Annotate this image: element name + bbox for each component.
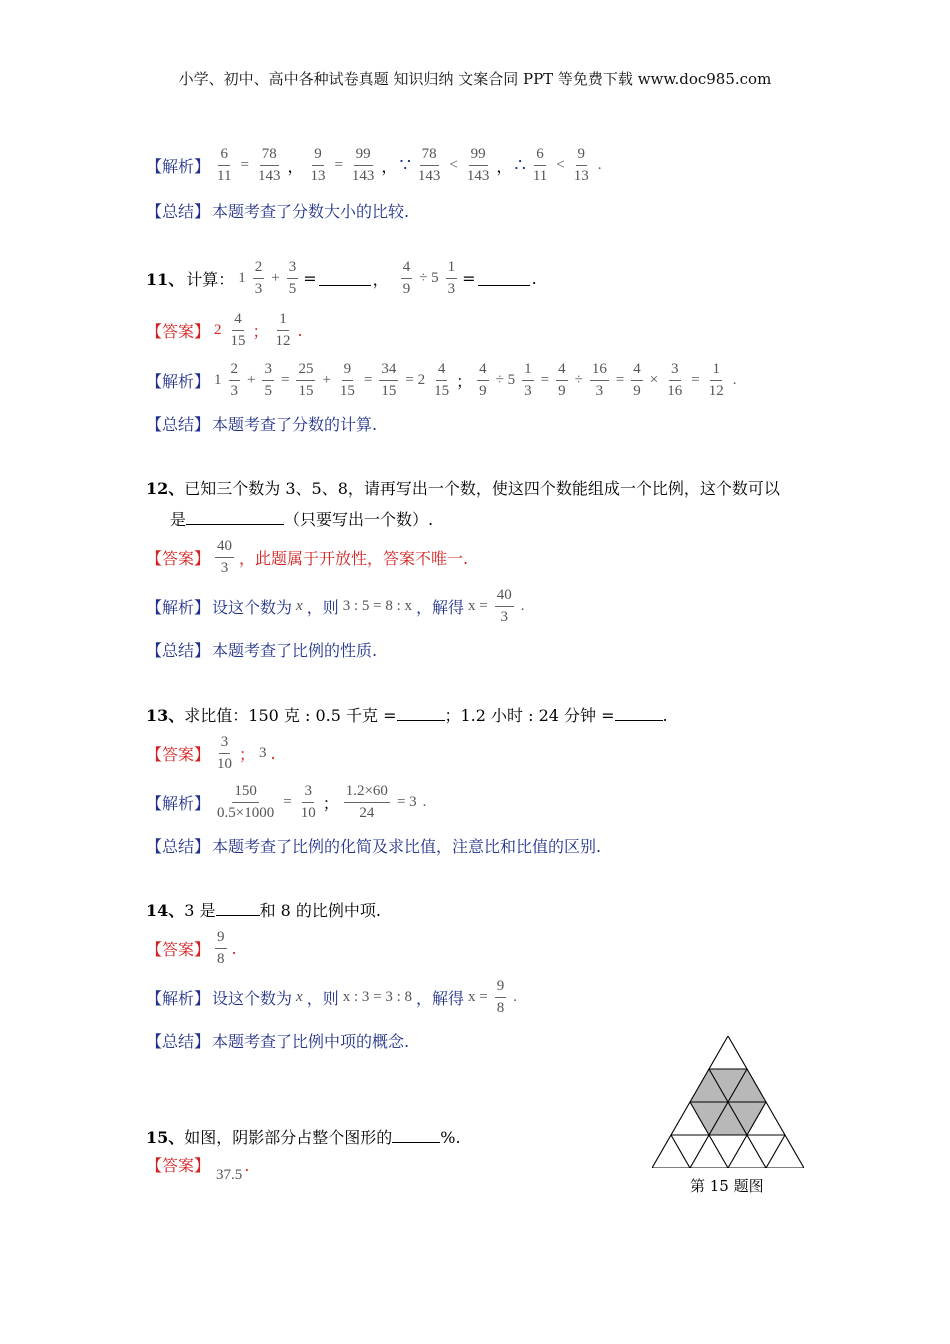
because-symbol: ∵ <box>399 154 411 176</box>
q14-analysis: 【解析】 设这个数为 x ，则 x : 3 = 3 : 8 ，解得 x = $\frac{9}{8}$ . <box>146 978 517 1016</box>
therefore-symbol: ∴ <box>514 154 526 176</box>
fraction: $\frac{78}{143}$ <box>417 146 441 184</box>
figure-caption: 第 15 题图 <box>690 1177 764 1195</box>
question-13: 13、求比值：150 克 : 0.5 千克 = ；1.2 小时 : 24 分钟 = . <box>146 706 668 725</box>
fraction: $\frac{99}{143}$ <box>466 146 490 184</box>
q14-answer: 【答案】 $\frac{9}{8}$ . <box>146 929 237 967</box>
question-12-line2: 是 （只要写出一个数）. <box>170 510 434 529</box>
answer-blank[interactable] <box>478 271 530 286</box>
q11-analysis: 【解析】 1 $\frac{2}{3}$ + $\frac{3}{5}$ = $\frac{25}{15}$ + $\frac{9}{15}$ = $\frac{34}{15}$ = 2 $\frac{4}{15}$ ； $\frac{4}{9}$ ÷ 5 $\frac{1}{3}$ = $\frac{4}{9}$ ÷ $\frac{16}{3}$ = $\frac{4}{9}$ × $\frac{3}{16}$ = $\frac{1}{12}$ . <box>146 361 737 399</box>
fraction: $\frac{9}{13}$ <box>310 146 326 184</box>
q13-summary: 【总结】 本题考查了比例的化简及求比值，注意比和比值的区别. <box>146 837 602 856</box>
q12-summary: 【总结】 本题考查了比例的性质. <box>146 641 378 660</box>
prev-summary-line: 【总结】 本题考查了分数大小的比较. <box>146 202 410 221</box>
page-header: 小学、初中、高中各种试卷真题 知识归纳 文案合同 PPT 等免费下载 www.doc985.com <box>178 70 772 88</box>
triangle-figure <box>652 1036 804 1168</box>
prev-analysis-line: 【解析】 $\frac{6}{11}$ = $\frac{78}{143}$ ， $\frac{9}{13}$ = $\frac{99}{143}$ ， ∵ $\frac{78}{143}$ < $\frac{99}{143}$ ， ∴ $\frac{6}{11}$ < $\frac{9}{13}$ . <box>146 146 602 184</box>
question-15: 15、如图，阴影部分占整个图形的 %. <box>146 1128 461 1147</box>
answer-blank[interactable] <box>397 706 445 721</box>
q15-answer: 【答案】 <box>146 1156 211 1175</box>
answer-blank[interactable] <box>216 901 260 916</box>
triangle-grid <box>652 1036 804 1168</box>
q12-analysis: 【解析】 设这个数为 x ，则 3 : 5 = 8 : x ，解得 x = $\frac{40}{3}$ . <box>146 587 525 625</box>
question-14: 14、3 是 和 8 的比例中项. <box>146 901 382 920</box>
fraction: $\frac{99}{143}$ <box>351 146 375 184</box>
q14-summary: 【总结】 本题考查了比例中项的概念. <box>146 1032 410 1051</box>
q15-answer-value: 37.5 . <box>216 1156 250 1183</box>
answer-blank[interactable] <box>392 1128 440 1143</box>
fraction: $\frac{9}{13}$ <box>573 146 589 184</box>
question-11: 11、 计算： 1 $\frac{2}{3}$ + $\frac{3}{5}$ = ， $\frac{4}{9}$ ÷ 5 $\frac{1}{3}$ = . <box>146 259 537 297</box>
answer-blank[interactable] <box>186 510 284 525</box>
q13-answer: 【答案】 $\frac{3}{10}$ ； 3 . <box>146 734 276 772</box>
fraction: $\frac{6}{11}$ <box>532 146 548 184</box>
question-12: 12、已知三个数为 3、5、8，请再写出一个数，使这四个数能组成一个比例，这个数可以 <box>146 479 780 498</box>
q13-analysis: 【解析】 $\frac{150}{0.5\times 1000}$ = $\frac{3}{10}$ ； $\frac{1.2\times 60}{24}$ = 3 . <box>146 783 427 821</box>
answer-blank[interactable] <box>319 271 371 286</box>
q11-answer: 【答案】 2 $\frac{4}{15}$ ； $\frac{1}{12}$ . <box>146 311 303 349</box>
q12-answer: 【答案】 $\frac{40}{3}$ ，此题属于开放性，答案不唯一. <box>146 538 469 576</box>
fraction: $\frac{6}{11}$ <box>217 146 232 184</box>
fraction: $\frac{78}{143}$ <box>257 146 281 184</box>
answer-blank[interactable] <box>615 706 663 721</box>
analysis-label: 【解析】 <box>146 156 211 176</box>
q11-summary: 【总结】 本题考查了分数的计算. <box>146 415 378 434</box>
